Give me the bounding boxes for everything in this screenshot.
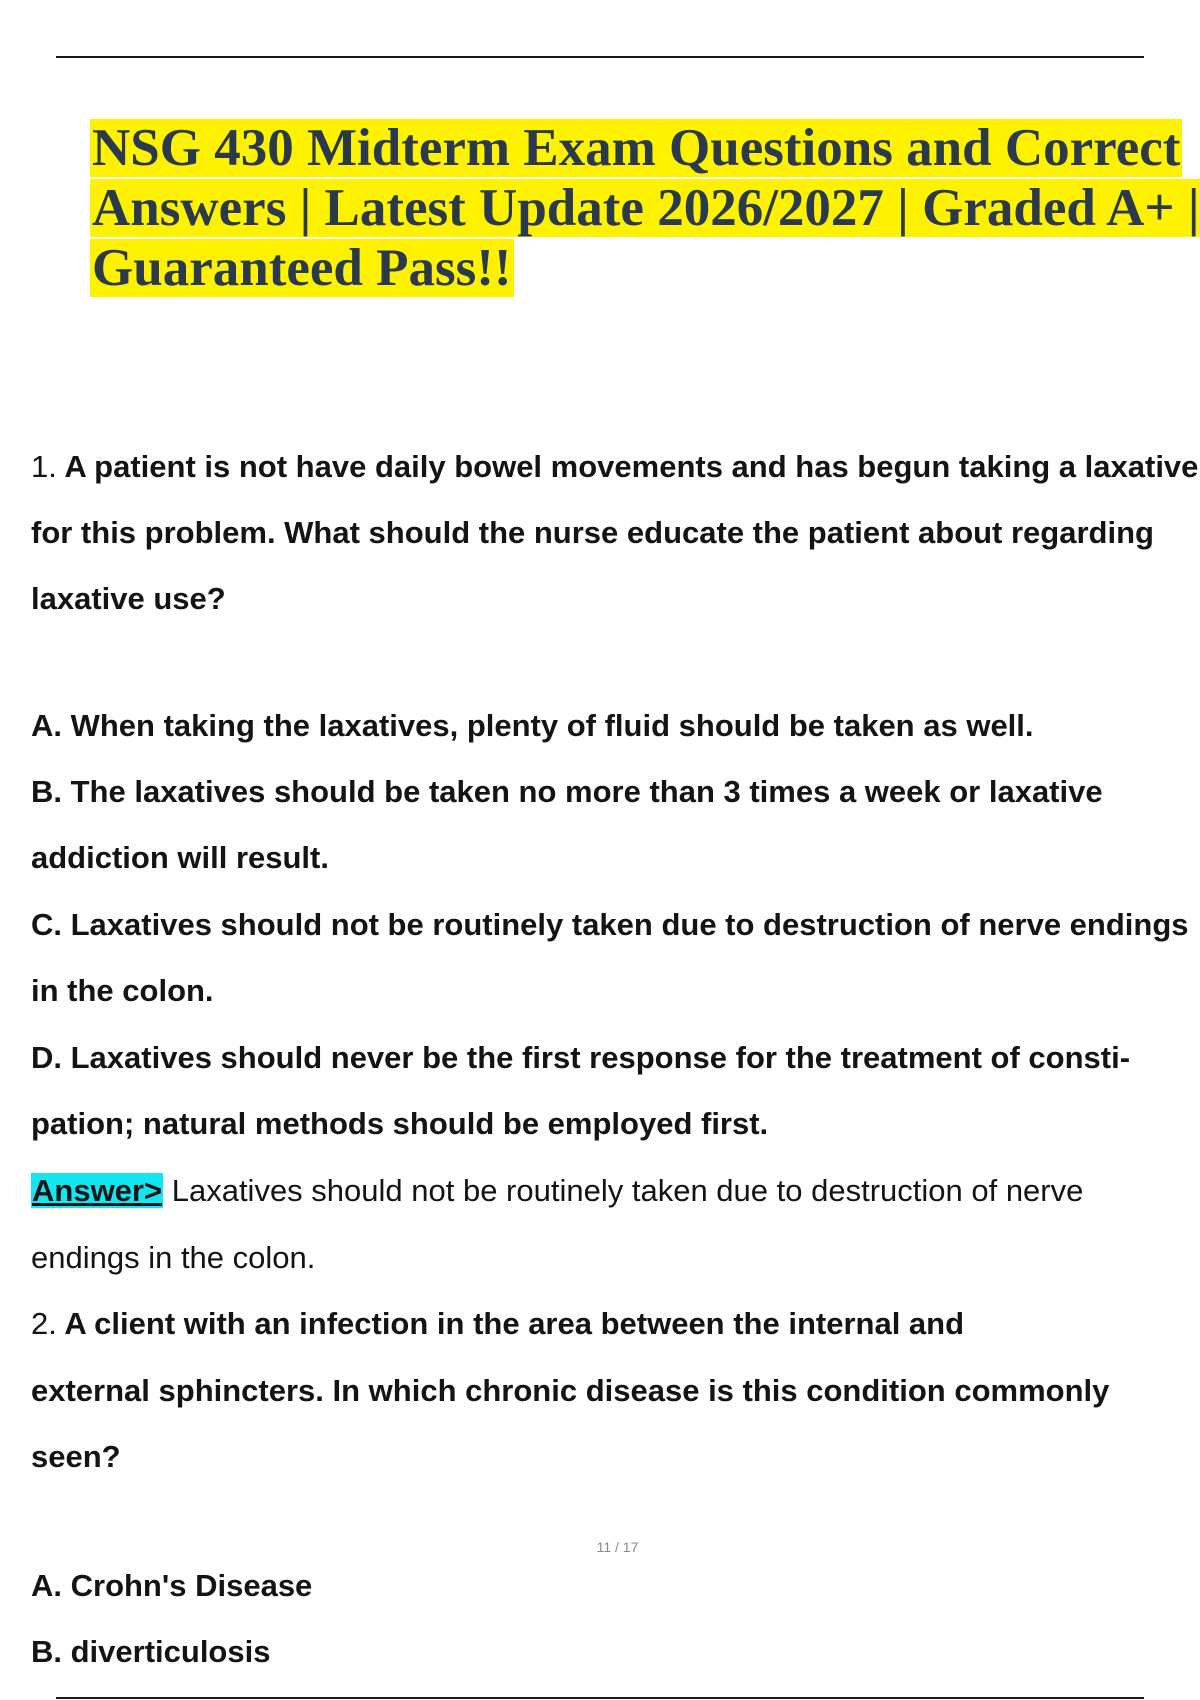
- question-2-option-b: B. diverticulosis: [31, 1634, 271, 1669]
- question-2-line-3: seen?: [31, 1439, 121, 1474]
- question-1-option-c-line-2: in the colon.: [31, 973, 214, 1008]
- top-rule: [56, 56, 1144, 58]
- title-line-2: Answers | Latest Update 2026/2027 | Graded A+ |: [92, 179, 1200, 237]
- question-1-answer-line-1: Answer> Laxatives should not be routinely taken due to destruction of nerve: [32, 1173, 1084, 1208]
- bottom-rule: [56, 1697, 1144, 1699]
- question-2-line-2: external sphincters. In which chronic disease is this condition commonly: [31, 1373, 1110, 1408]
- question-1-option-b-line-1: B. The laxatives should be taken no more than 3 times a week or laxative: [31, 774, 1103, 809]
- question-1-answer-line-2: endings in the colon.: [31, 1240, 316, 1275]
- title-line-3: Guaranteed Pass!!: [92, 239, 512, 297]
- question-1-line-3: laxative use?: [31, 581, 226, 616]
- answer-label: Answer>: [32, 1173, 163, 1208]
- title-line-1: NSG 430 Midterm Exam Questions and Correct: [92, 119, 1181, 177]
- question-1-option-b-line-2: addiction will result.: [31, 840, 329, 875]
- question-2-line-1: 2. A client with an infection in the area between the internal and: [31, 1306, 965, 1341]
- question-2-number: 2.: [31, 1306, 57, 1341]
- document-title: [90, 118, 1200, 298]
- question-2-option-a: A. Crohn's Disease: [31, 1568, 313, 1603]
- question-1-line-2: for this problem. What should the nurse educate the patient about regarding: [31, 515, 1154, 550]
- question-1-line-1: 1. A patient is not have daily bowel movements and has begun taking a laxative: [31, 449, 1199, 484]
- question-1-option-d-line-2: pation; natural methods should be employed first.: [31, 1106, 769, 1141]
- question-1-option-c-line-1: C. Laxatives should not be routinely taken due to destruction of nerve endings: [31, 907, 1189, 942]
- question-1-option-d-line-1: D. Laxatives should never be the first response for the treatment of consti-: [31, 1040, 1131, 1075]
- question-1-number: 1.: [31, 449, 57, 484]
- question-1-option-a: A. When taking the laxatives, plenty of fluid should be taken as well.: [31, 708, 1034, 743]
- page-indicator: 11 / 17: [596, 1539, 639, 1555]
